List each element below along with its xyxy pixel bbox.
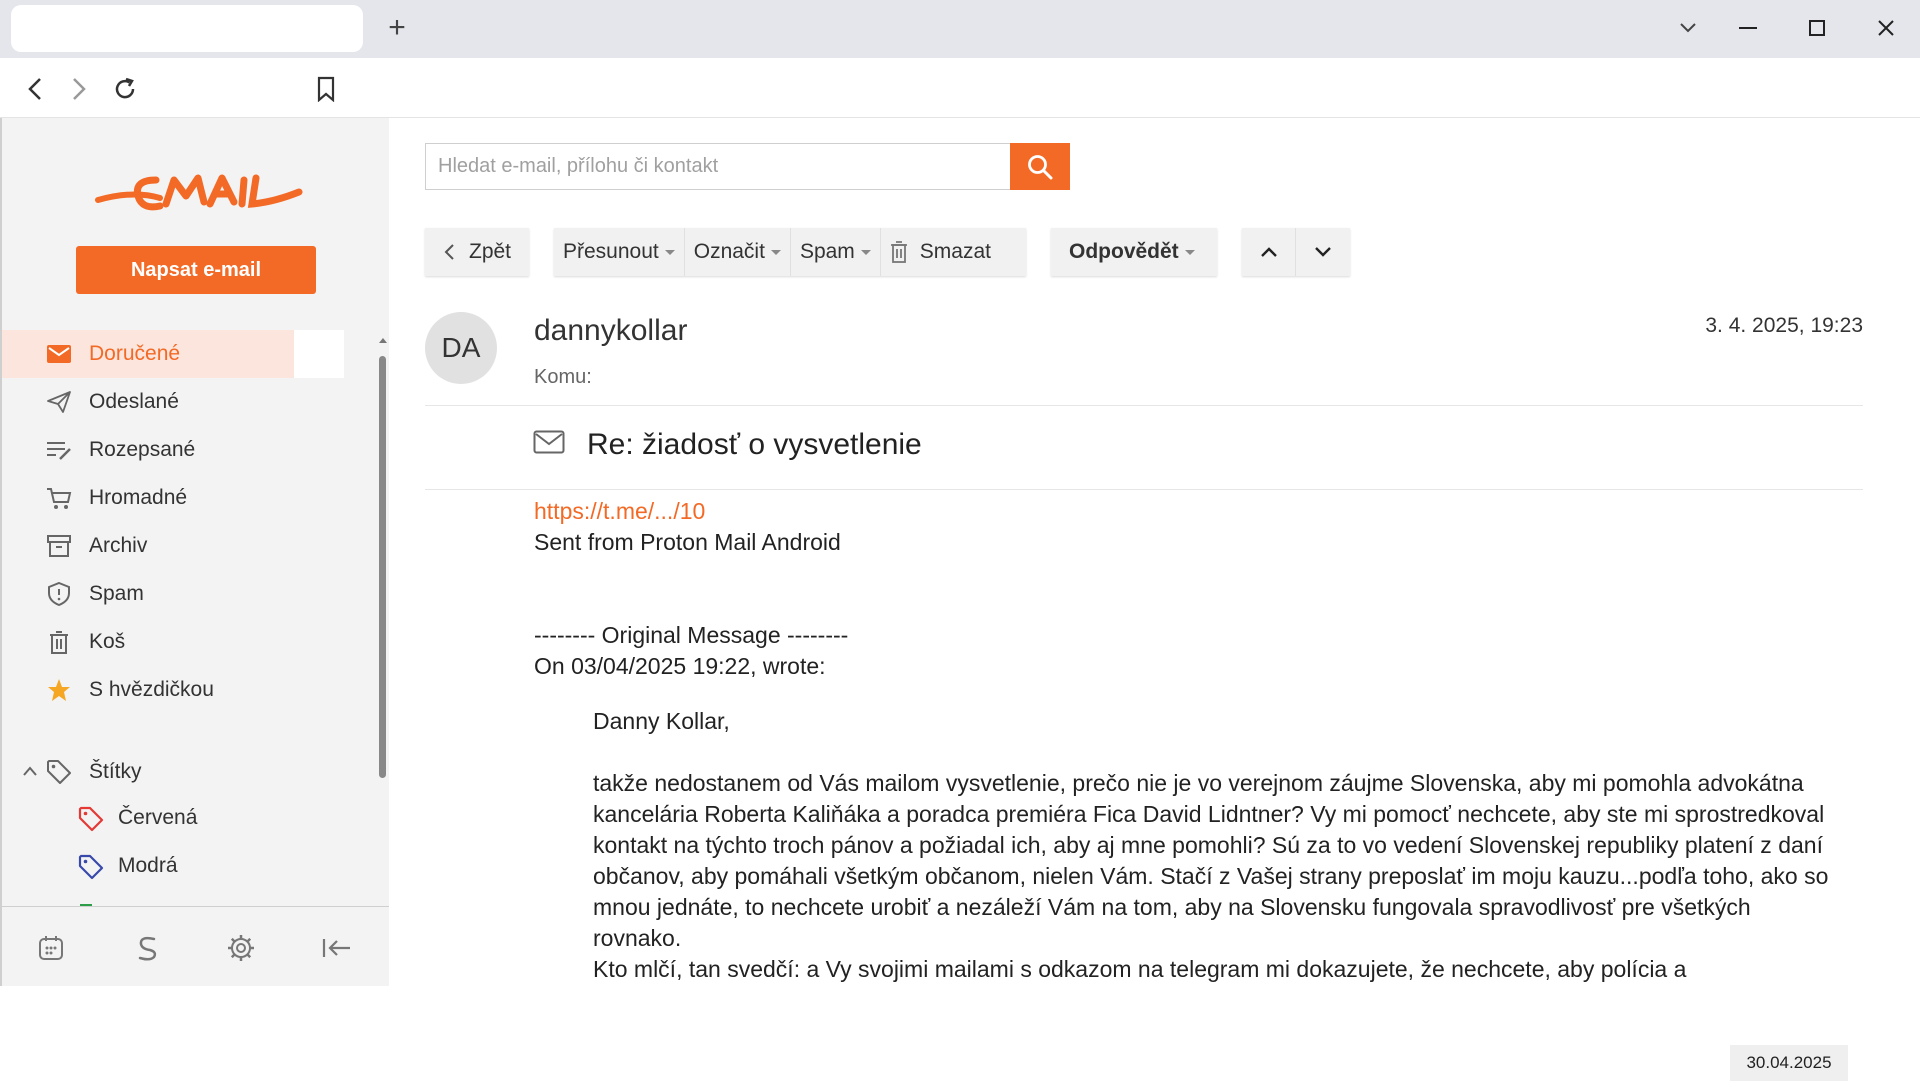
sidebar-scrollbar-thumb[interactable]: [379, 356, 386, 778]
sidebar-item-starred[interactable]: [2, 666, 294, 714]
tag-icon: [78, 806, 104, 837]
sidebar-item-label: S hvězdičkou: [89, 678, 214, 701]
reply-button[interactable]: [1051, 228, 1204, 276]
sidebar-item-label: Doručené: [89, 342, 181, 365]
tag-item-blue[interactable]: [78, 848, 338, 888]
caret-down-icon: [665, 250, 675, 255]
sidebar-item-label: Rozepsané: [89, 438, 196, 461]
quote-last-line: Kto mlčí, tan svedčí: a Vy svojimi mailami s odkazom na telegram mi dokazujete, že nechcete, aby polícia a: [593, 956, 1687, 982]
tab-list-chevron-icon[interactable]: [1668, 8, 1708, 48]
search-button[interactable]: [1010, 143, 1070, 190]
divider: [425, 405, 1863, 406]
sidebar-item-spam[interactable]: [2, 570, 294, 618]
taskbar-date: 30.04.2025: [1730, 1045, 1848, 1081]
inbox-icon: [46, 342, 72, 366]
sidebar-gap: [294, 330, 344, 378]
caret-down-icon: [1185, 250, 1195, 255]
gear-icon[interactable]: [224, 931, 258, 965]
chevron-down-icon: [1314, 246, 1332, 258]
tag-item-red[interactable]: [78, 800, 338, 840]
trash-icon: [46, 630, 72, 654]
s-brand-icon[interactable]: [130, 931, 164, 965]
navigation-toolbar-group: [1242, 228, 1350, 276]
quote-paragraph: takže nedostanem od Vás mailom vysvetlenie, prečo nie je vo verejnom záujme Slovenska, aby mi pomohla advokátna kancelária Roberta Kaliňáka a poradca premiéra Fica David Lidntner? Vy mi pomocť nechcete, aby ste mi sprostredkoval kontakt na týchto troch pánov a požiadal ich, aby aj mne pomohli? Sú za to vo vedení Slovenskej republiky platení z daní občanov, aby pomáhali všetkým občanom, nielen Vám. Stačí z Vašej strany preposlať im moju kauzu...podľa toho, ako so mnou jednáte, to nechcete urobiť a nezáleží Vám na tom, aby na Slovensku fungovala spravodlivosť pre všetkých rovnako.: [593, 770, 1829, 951]
envelope-icon: [533, 430, 565, 459]
tag-icon: [46, 760, 72, 784]
delete-button-label: Smazat: [919, 240, 991, 263]
mark-button-label: Označit: [693, 240, 765, 263]
search-icon: [1027, 154, 1053, 180]
sidebar-item-trash[interactable]: [2, 618, 294, 666]
tag-label: Modrá: [118, 854, 178, 877]
back-button-label: Zpět: [469, 240, 512, 263]
close-icon[interactable]: [1866, 8, 1906, 48]
draft-icon: [46, 438, 72, 462]
compose-button[interactable]: Napsat e-mail: [76, 246, 316, 294]
trash-icon: [890, 241, 908, 263]
search-input[interactable]: [425, 143, 1011, 190]
archive-icon: [46, 534, 72, 558]
sidebar-item-label: Archiv: [89, 534, 148, 557]
collapse-sidebar-icon[interactable]: [320, 931, 354, 965]
sidebar-item-label: Spam: [89, 582, 144, 605]
quote-greeting: Danny Kollar,: [593, 708, 730, 734]
tags-header-label: Štítky: [89, 760, 142, 783]
calendar-icon[interactable]: [34, 931, 68, 965]
message-date: 3. 4. 2025, 19:23: [1705, 314, 1863, 337]
sidebar-item-inbox[interactable]: [2, 330, 294, 378]
previous-message-button[interactable]: [1242, 228, 1296, 276]
chevron-up-icon: [1260, 246, 1278, 258]
star-icon: [46, 678, 72, 702]
recipient-label: Komu:: [534, 366, 592, 388]
sidebar-item-label: Koš: [89, 630, 126, 653]
reload-icon[interactable]: [108, 72, 142, 106]
tag-icon: [78, 854, 104, 885]
browser-tab-bar: [0, 0, 1920, 58]
message-link[interactable]: https://t.me/.../10: [534, 498, 706, 524]
browser-nav-bar: [0, 58, 1920, 118]
sidebar-item-label: Hromadné: [89, 486, 188, 509]
cart-icon: [46, 486, 72, 510]
sidebar-footer: [2, 906, 389, 987]
sidebar-scrollbar[interactable]: [376, 336, 388, 902]
signature-text: Sent from Proton Mail Android: [534, 529, 841, 555]
sidebar: [2, 118, 389, 986]
divider: [425, 489, 1863, 490]
move-button-label: Přesunout: [563, 240, 659, 263]
email-logo[interactable]: [94, 160, 304, 225]
tags-section-header[interactable]: [2, 748, 294, 796]
mark-button[interactable]: [685, 228, 791, 276]
sidebar-item-sent[interactable]: [2, 378, 294, 426]
send-icon: [46, 390, 72, 414]
actions-toolbar-group: [554, 228, 1026, 276]
delete-button[interactable]: [881, 228, 1000, 276]
sender-name[interactable]: dannykollar: [534, 314, 688, 347]
browser-tab[interactable]: [11, 5, 363, 52]
bookmark-icon[interactable]: [309, 72, 343, 106]
message-body: [534, 496, 1834, 682]
chevron-left-icon: [443, 243, 455, 261]
reply-button-label: Odpovědět: [1069, 240, 1179, 263]
move-button[interactable]: [554, 228, 685, 276]
forward-arrow-icon[interactable]: [62, 72, 96, 106]
minimize-icon[interactable]: [1728, 8, 1768, 48]
back-arrow-icon[interactable]: [18, 72, 52, 106]
original-message-header: -------- Original Message --------: [534, 622, 849, 648]
new-tab-button[interactable]: +: [388, 11, 406, 44]
reply-toolbar-group: [1051, 228, 1217, 276]
original-message-meta: On 03/04/2025 19:22, wrote:: [534, 653, 826, 679]
spam-button[interactable]: [791, 228, 881, 276]
caret-down-icon: [861, 250, 871, 255]
sidebar-item-drafts[interactable]: [2, 426, 294, 474]
caret-down-icon: [771, 250, 781, 255]
shield-icon: [46, 582, 72, 606]
message-subject: Re: žiadosť o vysvetlenie: [587, 428, 922, 461]
maximize-icon[interactable]: [1797, 8, 1837, 48]
chevron-up-icon[interactable]: [22, 764, 38, 782]
next-message-button[interactable]: [1296, 228, 1350, 276]
quoted-message: [593, 706, 1833, 985]
avatar: DA: [425, 312, 497, 384]
content-cutoff-area: [0, 986, 1920, 1087]
tag-label: Červená: [118, 806, 198, 829]
spam-button-label: Spam: [799, 240, 855, 263]
back-toolbar-group: [425, 228, 529, 276]
sidebar-item-label: Odeslané: [89, 390, 179, 413]
back-button[interactable]: [425, 228, 520, 276]
sidebar-item-bulk[interactable]: [2, 474, 294, 522]
sidebar-item-archive[interactable]: [2, 522, 294, 570]
